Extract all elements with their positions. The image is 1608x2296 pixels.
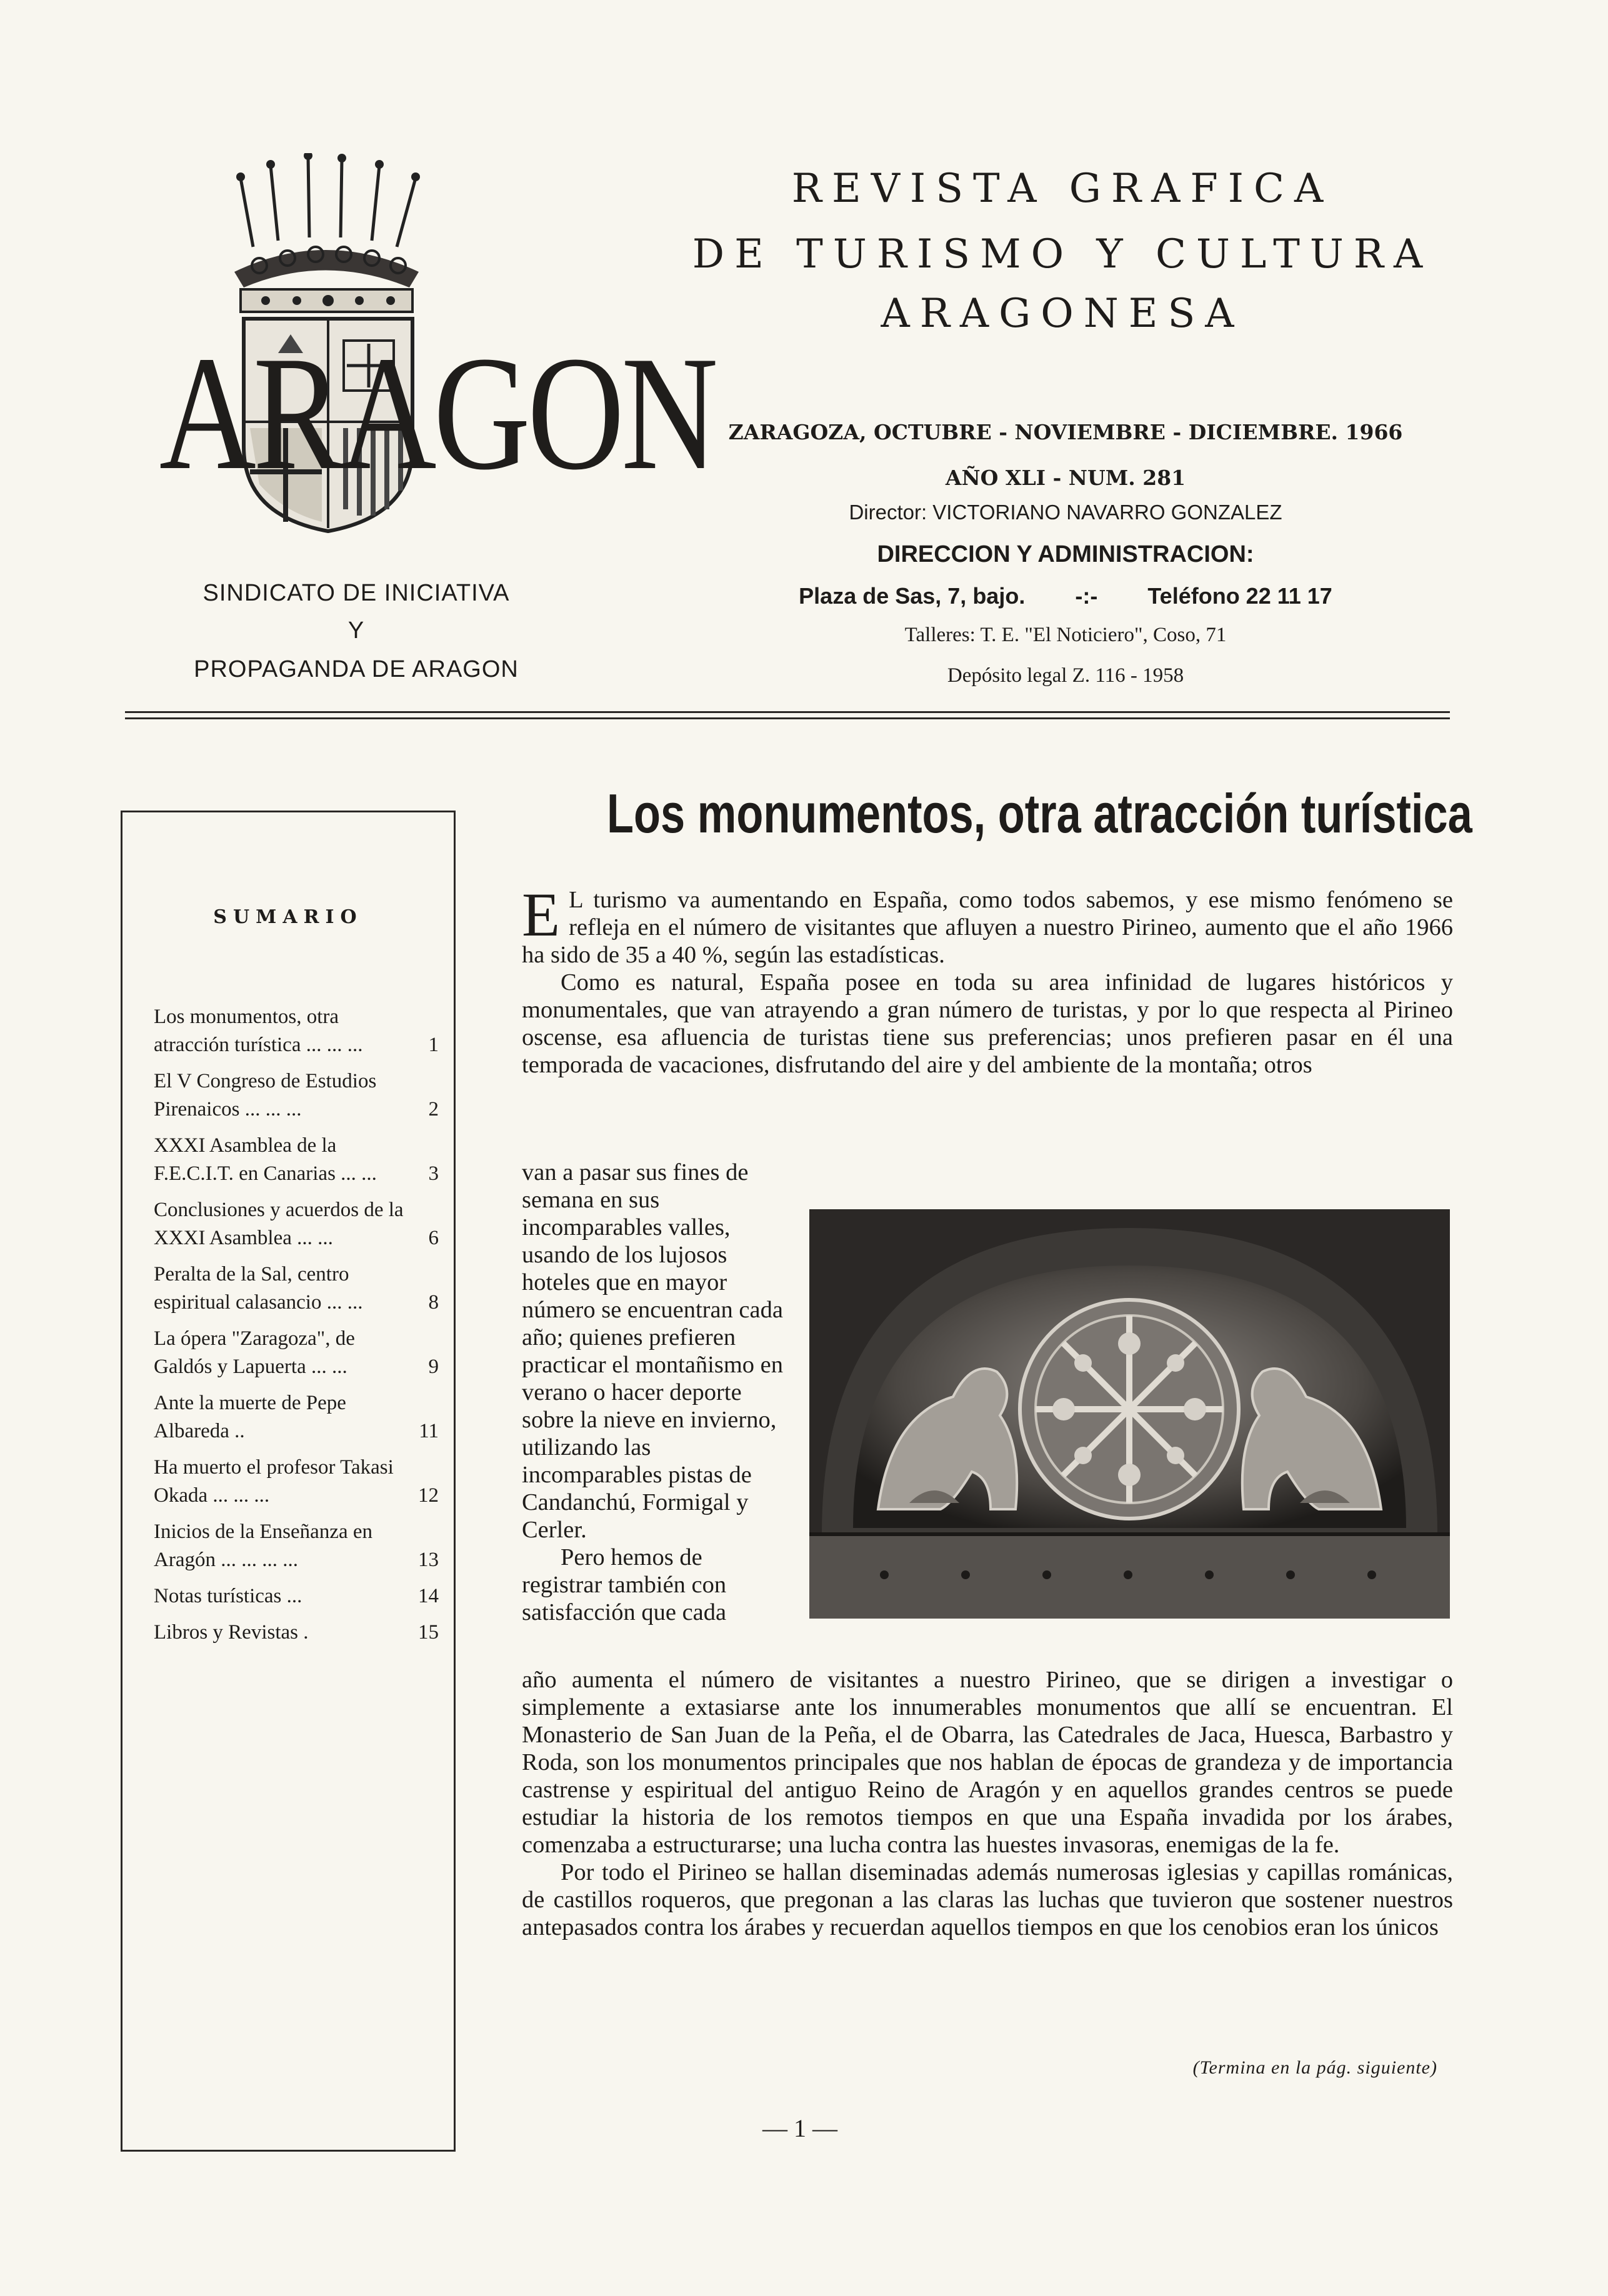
- toc-item[interactable]: [154, 1132, 439, 1188]
- header-divider-top: [125, 711, 1450, 713]
- toc-title: Conclusiones y acuerdos de la XXXI Asamblea ... ...: [154, 1199, 404, 1249]
- sumario-list: [154, 1003, 439, 1655]
- tympanum-photo: [809, 1209, 1450, 1619]
- article-paragraph-1: [522, 880, 1453, 969]
- toc-page: 15: [418, 1621, 439, 1644]
- toc-title: Inicios de la Enseñanza en Aragón ... ... ... ...: [154, 1520, 373, 1571]
- chrismon-icon: [1020, 1300, 1239, 1519]
- director-line: Director: VICTORIANO NAVARRO GONZALEZ: [849, 501, 1282, 524]
- toc-page: 11: [419, 1420, 439, 1442]
- toc-item[interactable]: [154, 1582, 439, 1610]
- toc-item[interactable]: [154, 1619, 439, 1647]
- address-separator: -:-: [1075, 583, 1098, 609]
- toc-page: 3: [428, 1162, 439, 1185]
- toc-title: Libros y Revistas .: [154, 1621, 309, 1644]
- toc-item[interactable]: [154, 1325, 439, 1381]
- article-body-narrow: [522, 1159, 787, 1626]
- toc-item[interactable]: [154, 1454, 439, 1510]
- address-line: [675, 585, 1456, 607]
- toc-title: Notas turísticas ...: [154, 1585, 302, 1607]
- masthead-line-1: REVISTA GRAFICA: [791, 166, 1334, 212]
- sumario-title: SUMARIO: [213, 906, 363, 928]
- toc-item[interactable]: [154, 1518, 439, 1574]
- toc-title: Ha muerto el profesor Takasi Okada ... ... ...: [154, 1456, 394, 1507]
- toc-title: Los monumentos, otra atracción turística ... ... ...: [154, 1006, 363, 1056]
- toc-page: 12: [418, 1484, 439, 1507]
- phone: Teléfono 22 11 17: [1147, 583, 1332, 609]
- sumario-box: [121, 811, 456, 2152]
- toc-page: 1: [428, 1034, 439, 1056]
- toc-title: Ante la muerte de Pepe Albareda ..: [154, 1392, 346, 1442]
- toc-title: XXXI Asamblea de la F.E.C.I.T. en Canarias ... ...: [154, 1134, 377, 1185]
- toc-page: 8: [428, 1291, 439, 1314]
- toc-item[interactable]: [154, 1067, 439, 1124]
- sindicato-line-2: Y: [347, 617, 365, 644]
- toc-item[interactable]: [154, 1389, 439, 1445]
- sindicato-line-3: PROPAGANDA DE ARAGON: [194, 656, 519, 682]
- crown-icon: [241, 156, 416, 247]
- toc-item[interactable]: [154, 1003, 439, 1059]
- continued-note: (Termina en la pág. siguiente): [1192, 2057, 1437, 2078]
- toc-title: Peralta de la Sal, centro espiritual calasancio ... ...: [154, 1263, 363, 1314]
- issue-number: AÑO XLI - NUM. 281: [945, 466, 1186, 490]
- article-headline: Los monumentos, otra atracción turística: [607, 782, 1472, 844]
- masthead-line-3: ARAGONESA: [881, 291, 1244, 337]
- article-paragraph-3-cont: año aumenta el número de visitantes a nuestro Pirineo, que se dirigen a investigar o simplemente a extasiarse ante los innumerables monumentos que allí se encuentran. El Monasterio de San Juan de la Peña, el de Obarra, las Catedrales de Jaca, Huesca, Barbastro y Roda, son los monumentos principales que nos hablan de épocas de grandeza y de importancia castrense y espiritual del antiguo Reino de Aragón y en aquellos grandes centros se puede estudiar la historia de los remotos tiempos en que una España invadida por los árabes, comenzaba a estructurarse; una lucha contra las huestes invasoras, enemigas de la fe.: [522, 1667, 1453, 1858]
- article-body-bottom: [522, 1666, 1453, 1941]
- toc-title: La ópera "Zaragoza", de Galdós y Lapuerta ... ...: [154, 1327, 355, 1378]
- deposito-legal: Depósito legal Z. 116 - 1958: [947, 664, 1184, 687]
- paragraph-1-text: L turismo va aumentando en España, como todos sabemos, y ese mismo fenómeno se refleja en el número de visitantes que afluyen a nuestro Pirineo, aumento que el año 1966 ha sido de 35 a 40 %, según las estadísticas.: [522, 887, 1453, 968]
- toc-item[interactable]: [154, 1196, 439, 1252]
- article-paragraph-4: Por todo el Pirineo se hallan diseminadas además numerosas iglesias y capillas románicas, de castillos roqueros, que pregonan a las claras las luchas que tuvieron que sostener nuestros antepasados contra los árabes y recuerdan aquellos tiempos en que los cenobios eran los únicos: [522, 1859, 1453, 1940]
- toc-title: El V Congreso de Estudios Pirenaicos ... ... ...: [154, 1070, 377, 1121]
- article-paragraph-2: Como es natural, España posee en toda su area infinidad de lugares históricos y monumentales, que van atrayendo a gran número de turistas, y por lo que respecta al Pirineo oscense, esa afluencia de turistas tiene sus preferencias; unos prefieren pasar en él una temporada de vacaciones, disfrutando del aire y del ambiente de la montaña; otros: [522, 969, 1453, 1078]
- toc-page: 2: [428, 1098, 439, 1121]
- toc-page: 9: [428, 1355, 439, 1378]
- toc-page: 6: [428, 1227, 439, 1249]
- drop-cap: E: [522, 880, 561, 949]
- sindicato-line-1: SINDICATO DE INICIATIVA: [202, 580, 510, 606]
- header-divider-bottom: [125, 717, 1450, 719]
- crest-wordmark: ARAGON: [159, 322, 716, 504]
- issue-date-line: ZARAGOZA, OCTUBRE - NOVIEMBRE - DICIEMBRE. 1966: [728, 420, 1403, 444]
- address: Plaza de Sas, 7, bajo.: [799, 583, 1026, 609]
- article-body-top: [522, 880, 1453, 1079]
- page-number: — 1 —: [762, 2114, 837, 2142]
- admin-heading: DIRECCION Y ADMINISTRACION:: [877, 541, 1254, 567]
- article-paragraph-2-cont: van a pasar sus fines de semana en sus incomparables valles, usando de los lujosos hoteles que en mayor número se encuentran cada año; quienes prefieren practicar el montañismo en verano o hacer deporte sobre la nieve en invierno, utilizando las incomparables pistas de Candanchú, Formigal y Cerler.: [522, 1159, 783, 1543]
- masthead-line-2: DE TURISMO Y CULTURA: [692, 231, 1433, 277]
- article-paragraph-3: Pero hemos de registrar también con satisfacción que cada: [522, 1544, 727, 1625]
- talleres-line: Talleres: T. E. "El Noticiero", Coso, 71: [904, 624, 1227, 646]
- toc-item[interactable]: [154, 1260, 439, 1317]
- toc-page: 13: [418, 1549, 439, 1571]
- toc-page: 14: [418, 1585, 439, 1607]
